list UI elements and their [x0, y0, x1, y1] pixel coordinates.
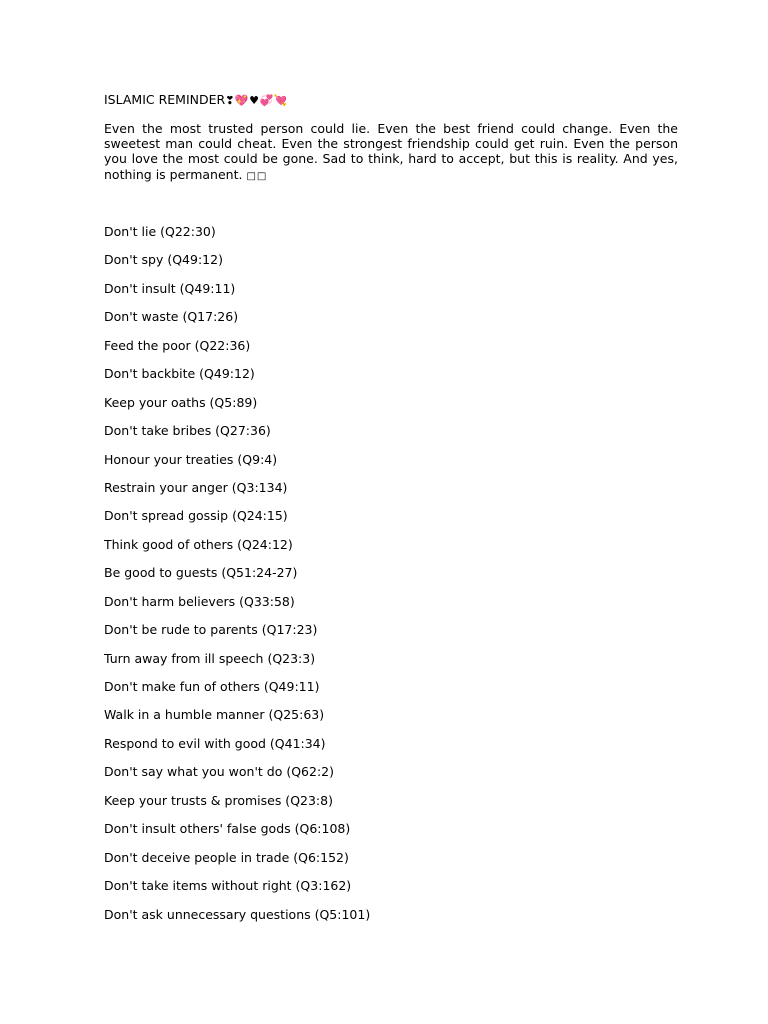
reminder-item: Feed the poor (Q22:36) [104, 337, 251, 353]
reminder-item: Don't ask unnecessary questions (Q5:101) [104, 906, 371, 922]
reminder-item: Don't spy (Q49:12) [104, 252, 223, 268]
reminder-item: Don't be rude to parents (Q17:23) [104, 622, 318, 638]
reminder-item: Don't lie (Q22:30) [104, 224, 216, 239]
reminder-item: Keep your oaths (Q5:89) [104, 394, 258, 410]
intro-symbols: □□ [246, 170, 268, 182]
reminder-item: Restrain your anger (Q3:134) [104, 479, 288, 495]
reminder-item: Don't say what you won't do (Q62:2) [104, 764, 334, 780]
intro-text: Even the most trusted person could lie. Even the best friend could change. Even the sweetest man could cheat. Even the strongest friendship could get ruin. Even the person you love the most could be gone. Sad to think, hard to accept, but this is reality. And yes, nothing is permanent. [104, 121, 678, 182]
reminder-item: Don't take items without right (Q3:162) [104, 878, 352, 894]
reminder-item: Don't deceive people in trade (Q6:152) [104, 849, 349, 865]
title-text: ISLAMIC REMINDER [104, 92, 226, 107]
reminder-item: Honour your treaties (Q9:4) [104, 451, 278, 467]
reminder-item: Don't insult others' false gods (Q6:108) [104, 821, 351, 837]
reminder-item: Don't harm believers (Q33:58) [104, 593, 295, 609]
reminder-item: Walk in a humble manner (Q25:63) [104, 707, 325, 723]
reminder-item: Don't take bribes (Q27:36) [104, 423, 271, 439]
intro-paragraph [104, 121, 678, 184]
document-title [104, 92, 288, 109]
reminder-item: Don't backbite (Q49:12) [104, 366, 255, 382]
reminder-item: Don't insult (Q49:11) [104, 280, 236, 296]
title-heart-symbols: ❣💖♥💞💘 [225, 94, 288, 107]
reminder-item: Don't make fun of others (Q49:11) [104, 679, 320, 694]
reminder-item: Think good of others (Q24:12) [104, 536, 293, 552]
reminder-item: Don't waste (Q17:26) [104, 309, 239, 325]
reminder-list [104, 224, 370, 935]
reminder-item: Keep your trusts & promises (Q23:8) [104, 792, 333, 808]
reminder-item: Respond to evil with good (Q41:34) [104, 735, 326, 751]
reminder-item: Don't spread gossip (Q24:15) [104, 508, 288, 524]
reminder-item: Be good to guests (Q51:24-27) [104, 565, 298, 581]
reminder-item: Turn away from ill speech (Q23:3) [104, 650, 316, 666]
